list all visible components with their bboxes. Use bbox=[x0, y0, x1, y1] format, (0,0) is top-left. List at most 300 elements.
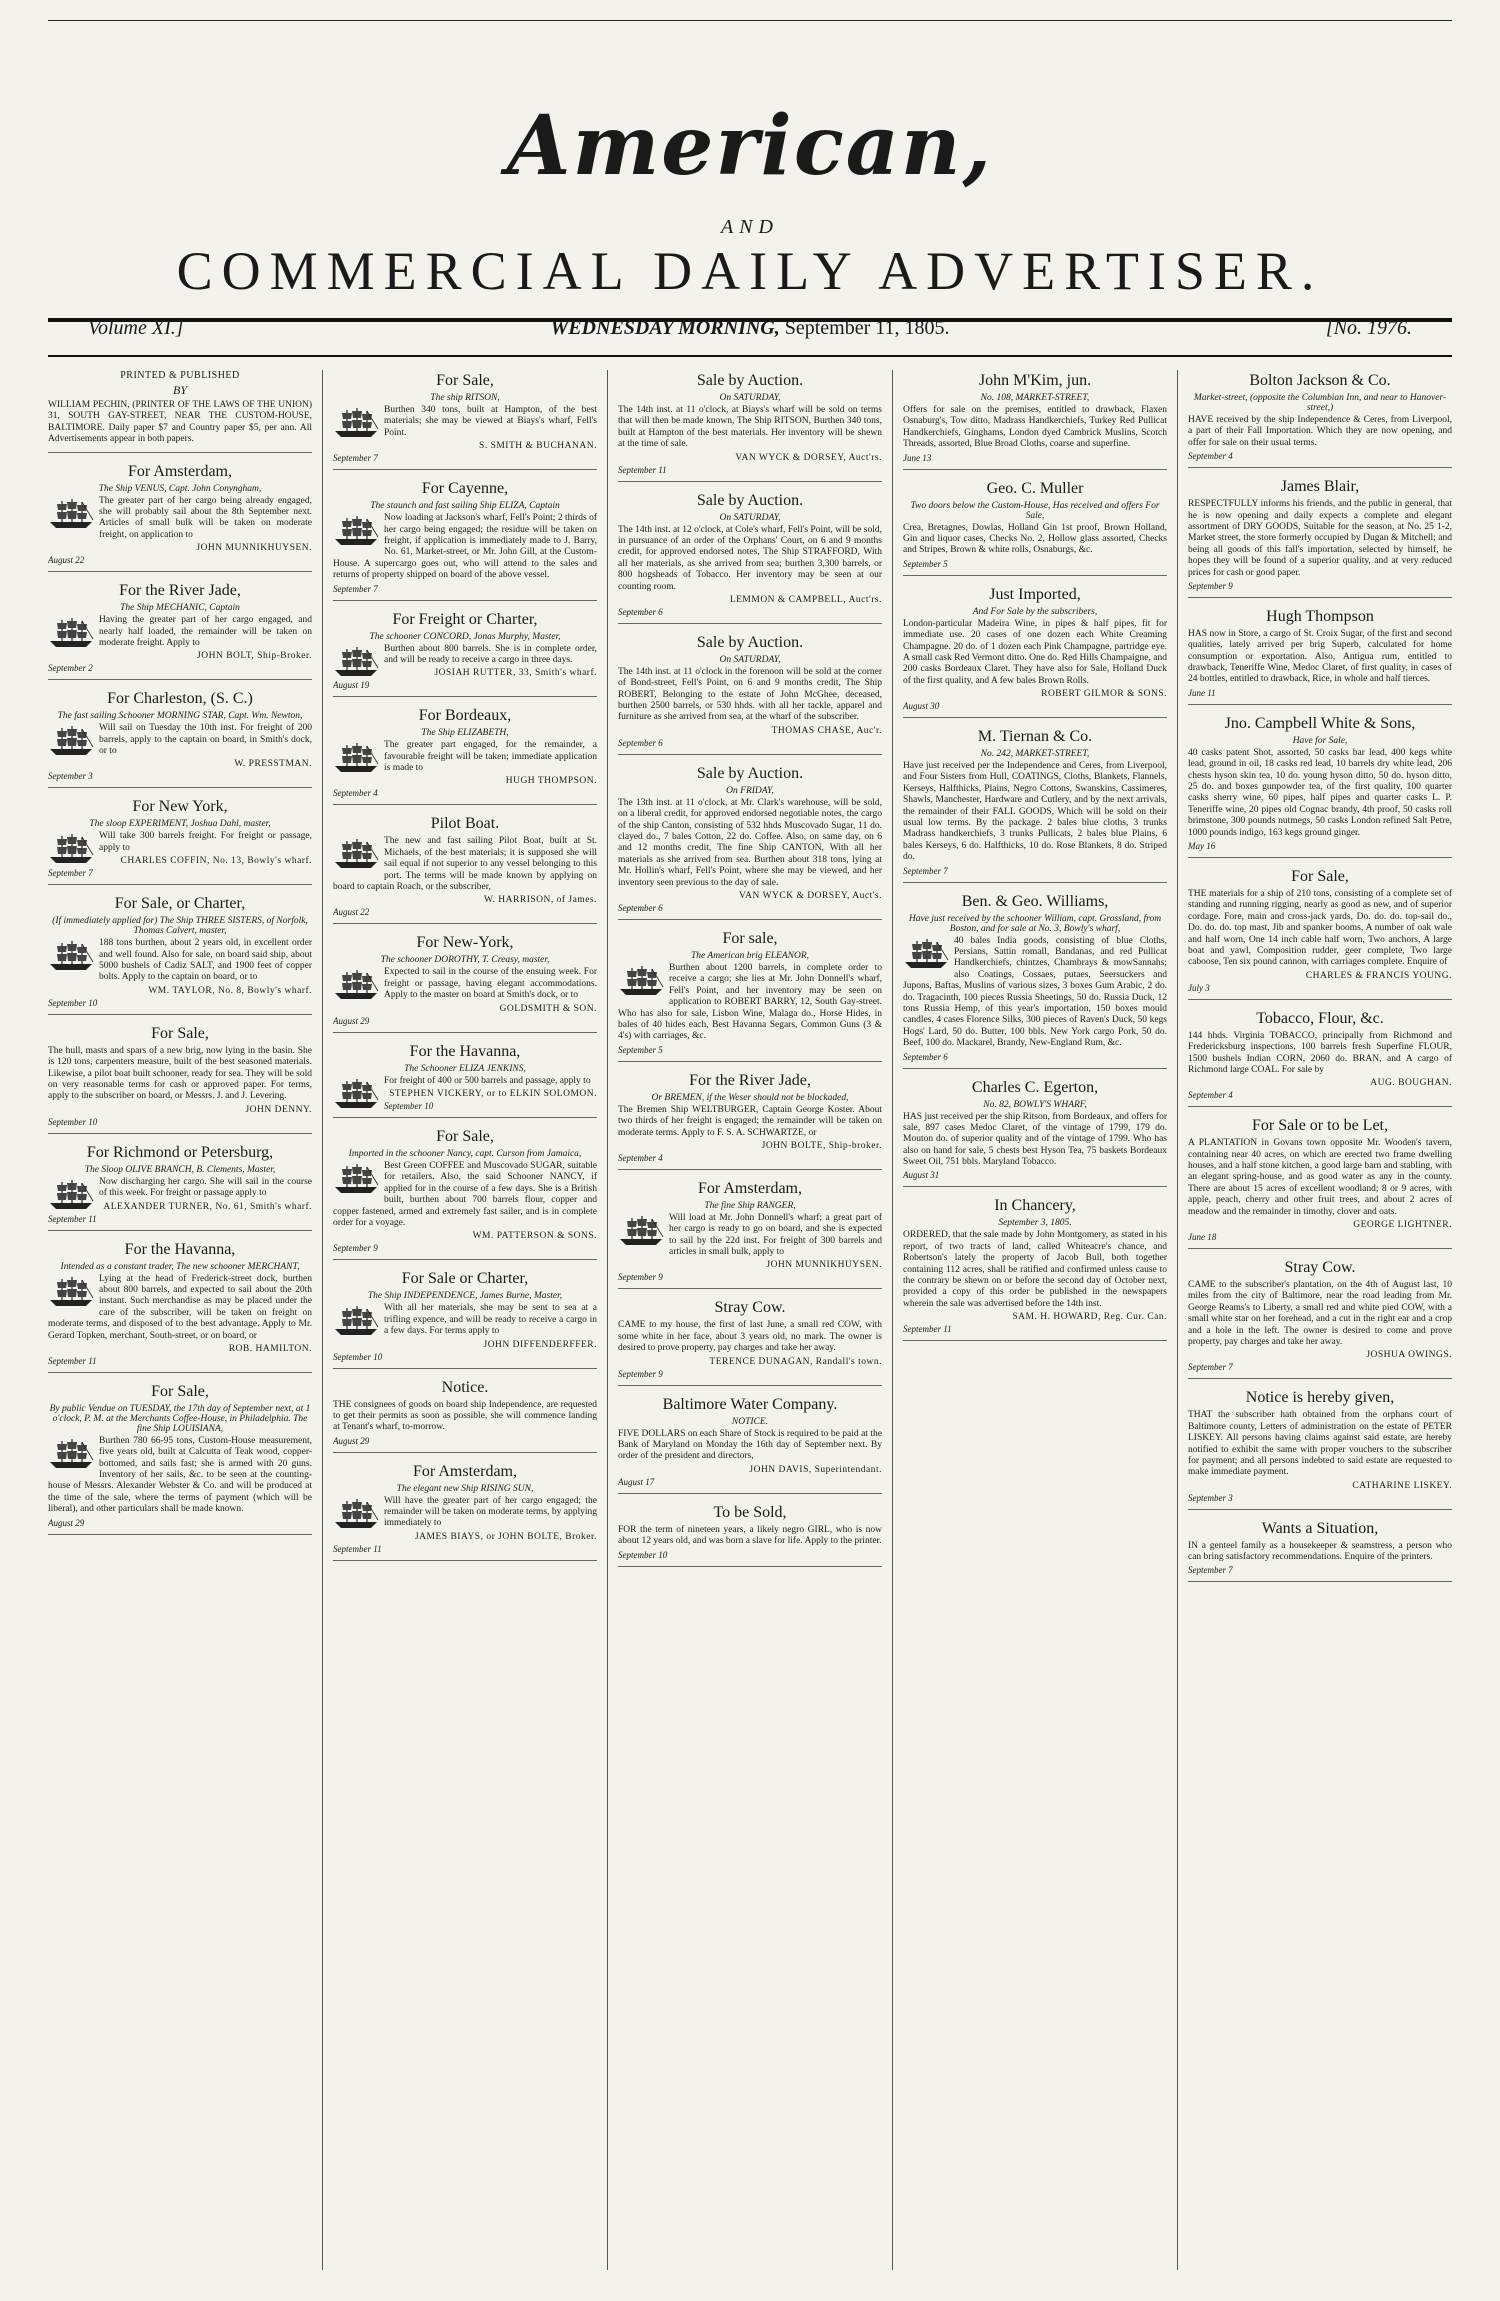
issue-day: WEDNESDAY MORNING, bbox=[550, 317, 780, 339]
ad-date: August 22 bbox=[333, 907, 370, 918]
ad-body: Now loading at Jackson's wharf, Fell's Point; 2 thirds of her cargo being engaged; the residue will be taken on freight, if application is immediately made to J. Barry, No. 61, Market-street, or Mr. John Gill, at the Custom-House. A supercargo goes out, who will attend to the sales and returns of property shipped on board of the above vessel. bbox=[333, 513, 597, 581]
ad-date: September 10 bbox=[618, 1549, 668, 1560]
advertisement bbox=[48, 798, 312, 885]
advertisement bbox=[333, 1463, 597, 1561]
ad-body: Will take 300 barrels freight. For freight or passage, apply to bbox=[99, 831, 312, 853]
dateline-rule bbox=[48, 355, 1452, 357]
ad-body: A PLANTATION in Govans town opposite Mr. Wooden's tavern, containing near 40 acres, on which are erected two frame dwelling houses, and a half stone kitchen, a good large barn and stabling, with an elegant spring-house, and as good water as any in the county. There are about 15 acres of excellent woodland; 8 or 9 acres, with apple, peach, cherry and other fruit trees, and about 2 acres of meadow and the remainder in timothy, clover and oats. bbox=[1188, 1138, 1452, 1217]
advertisement bbox=[618, 765, 882, 920]
ad-heading: For Sale, bbox=[151, 1382, 209, 1400]
ad-date: September 9 bbox=[333, 1243, 378, 1254]
ad-signature: AUG. BOUGHAN. bbox=[1370, 1078, 1452, 1089]
ad-body: 188 tons burthen, about 2 years old, in excellent order and well found. Also for sale, on board said ship, about 5000 bushels of Cadiz SALT, and 1900 feet of copper bolts. Apply to the captain on board, or to bbox=[99, 938, 312, 983]
masthead-title: American, bbox=[506, 98, 994, 194]
ad-body: Have just received per the Independence and Ceres, from Liverpool, and Four Sisters from Hull, COATINGS, Cloths, Blankets, Flannels, Kerseys, Halfthicks, Plains, Negro Cottons, Swanskins, Cassimeres, Shawls, Manchester, Hardware and Cutlery, and by the next arrivals, the remainder of their FALL GOODS, Which will be sold on their usual low terms. By the package. 2 bales blue cloths, 3 trunks Madrass handkerchiefs, 3 trunks Pullicats, 2 bales blue Plains, 6 bales Kerseys, 6 do. Halfthicks, 10 do. Rose Blankets, 8 do. Striped do. bbox=[903, 761, 1167, 863]
advertisement bbox=[333, 707, 597, 805]
advertisement bbox=[1188, 1010, 1452, 1108]
ad-subheading: NOTICE. bbox=[731, 1416, 769, 1427]
ad-signature: JOHN BOLTE, Ship-broker. bbox=[761, 1140, 882, 1151]
ad-heading: Hugh Thompson bbox=[1266, 607, 1374, 625]
ad-body: Expected to sail in the course of the ensuing week. For freight or passage, having elegant accommodations. Apply to the master on board at Smith's dock, or to bbox=[384, 967, 597, 1001]
ad-body: Best Green COFFEE and Muscovado SUGAR, suitable for retailers. Also, the said Schooner NANCY, if applied for in the course of a few days. She is a British built, burthen about 700 barrels flour, copper and copper fastened, armed and extremely fast sailer, and is in complete order for a voyage. bbox=[333, 1160, 597, 1228]
ad-subheading: On SATURDAY, bbox=[719, 654, 781, 665]
ad-date: September 3 bbox=[48, 771, 93, 782]
advertisement bbox=[618, 372, 882, 482]
ad-date: September 4 bbox=[333, 788, 378, 799]
column-separator bbox=[1177, 370, 1178, 2270]
ad-subheading: Two doors below the Custom-House, Has received and offers For Sale, bbox=[910, 500, 1160, 521]
ad-date: August 31 bbox=[903, 1170, 940, 1181]
ad-date: September 9 bbox=[618, 1368, 663, 1379]
ad-subheading: The schooner CONCORD, Jonas Murphy, Master, bbox=[369, 631, 561, 642]
ad-date: September 4 bbox=[1188, 1090, 1233, 1101]
advertisement bbox=[333, 1128, 597, 1260]
ad-subheading: The fine Ship RANGER, bbox=[704, 1200, 796, 1211]
ad-date: September 10 bbox=[384, 1100, 434, 1111]
ad-subheading: The Ship INDEPENDENCE, James Burne, Master, bbox=[367, 1291, 563, 1302]
ad-date: September 6 bbox=[903, 1051, 948, 1062]
ship-icon bbox=[48, 1276, 94, 1308]
ad-signature: ROBERT GILMOR & SONS. bbox=[1041, 689, 1167, 700]
ad-subheading: Market-street, (opposite the Columbian Inn, and near to Hanover-street,) bbox=[1193, 393, 1447, 413]
ad-heading: Geo. C. Muller bbox=[986, 479, 1084, 497]
ad-date: September 7 bbox=[903, 865, 948, 876]
ad-heading: John M'Kim, jun. bbox=[978, 372, 1092, 389]
columns bbox=[48, 370, 1452, 2270]
ad-date: September 5 bbox=[903, 558, 948, 569]
ad-body: ORDERED, that the sale made by John Montgomery, as stated in his report, of two tracts of land, called Whiteacre's chance, and Robertson's lately the property of Jacob Bull, both together containing 112 acres, shall be ratified and confirmed unless cause to the contrary be shewn on or before the second day of October next, provided a copy of this order be published in the newspapers wherein the sale was advertised before the 14th inst. bbox=[903, 1230, 1167, 1309]
ad-heading: For Sale or to be Let, bbox=[1252, 1117, 1388, 1135]
advertisement bbox=[1188, 1520, 1452, 1583]
ad-body: HAS now in Store, a cargo of St. Croix Sugar, of the first and second qualities, lately arrived per brig Superb, calculated for home consumption or exportation. Also, Antigua rum, entitled to drawback, Teneriffe Wine, Medoc Claret, of first quality, in cases of 24 bottles, entitled to drawback, Rice, in whole and half tierces. bbox=[1188, 628, 1452, 685]
ad-body: FIVE DOLLARS on each Share of Stock is required to be paid at the Bank of Maryland on Monday the 16th day of September next. By order of the president and directors, bbox=[618, 1428, 882, 1462]
ad-heading: Sale by Auction. bbox=[696, 491, 804, 509]
ship-icon bbox=[333, 515, 379, 547]
ad-body: THE materials for a ship of 210 tons, consisting of a complete set of standing and running rigging, nearly as good as new, and of superior cordage. Fore, main and cross-jack yards, Do. do. do. top-sail do., Do. do. do. top mast, Jib and spanker booms, A number of oak wale and half worn, One 14 inch cable half worn, Two anchors, A large boat and yawl, Composition rudder, geer complete, Two large caboose, Ten six pound cannon, with carriages complete. Enquire of bbox=[1188, 888, 1452, 968]
ad-body: Will load at Mr. John Donnell's wharf; a great part of her cargo is ready to go on board, and she is expected to sail by the 22d inst. For freight of 300 barrels and articles in small bulk, apply to bbox=[669, 1212, 882, 1258]
ad-signature: S. SMITH & BUCHANAN. bbox=[479, 441, 597, 452]
ad-date: September 11 bbox=[48, 1355, 97, 1366]
ship-icon bbox=[333, 1078, 379, 1110]
ad-signature: TERENCE DUNAGAN, Randall's town. bbox=[709, 1356, 882, 1367]
advertisement bbox=[333, 1270, 597, 1368]
advertisement bbox=[618, 492, 882, 624]
advertisement bbox=[333, 934, 597, 1032]
ad-subheading: On FRIDAY, bbox=[726, 785, 774, 796]
ship-icon bbox=[333, 742, 379, 774]
ad-date: May 16 bbox=[1188, 840, 1216, 851]
ad-date: September 7 bbox=[333, 583, 378, 594]
advertisement bbox=[903, 372, 1167, 470]
advertisement bbox=[1188, 478, 1452, 598]
ad-date: September 11 bbox=[903, 1324, 952, 1335]
ad-signature: THOMAS CHASE, Auc'r. bbox=[771, 725, 882, 736]
advertisement bbox=[1188, 715, 1452, 858]
ad-heading: Wants a Situation, bbox=[1261, 1519, 1379, 1537]
ad-body: The greater part of her cargo being already engaged, she will probably sail about the 8th September next. Articles of small bulk will be taken on moderate freight, on application to bbox=[99, 495, 312, 540]
ad-date: June 18 bbox=[1188, 1232, 1217, 1243]
ad-heading: For Freight or Charter, bbox=[392, 610, 538, 628]
ad-body: Will have the greater part of her cargo engaged; the remainder will be taken on moderate terms, by applying immediately to bbox=[384, 1495, 597, 1529]
advertisement bbox=[48, 690, 312, 788]
ad-subheading: Or BREMEN, if the Weser should not be blockaded, bbox=[651, 1092, 849, 1103]
ad-signature: JAMES BIAYS, or JOHN BOLTE, Broker. bbox=[414, 1531, 597, 1542]
ad-body: Offers for sale on the premises, entitled to drawback, Flaxen Osnaburg's, Tow ditto, Madrass Handkerchiefs, Turkey Red Pullicat Handkerchiefs, Ginghams, London dyed Cambrick Muslins, Scotch Threads, assorted, Blue Broad Cloths, coarse and superfine. bbox=[903, 405, 1167, 450]
ad-signature: LEMMON & CAMPBELL, Auct'rs. bbox=[729, 594, 882, 605]
ad-heading: Notice. bbox=[441, 1378, 489, 1396]
ad-heading: Jno. Campbell White & Sons, bbox=[1224, 714, 1416, 732]
ship-icon bbox=[618, 1215, 664, 1247]
column-5 bbox=[1188, 370, 1452, 2270]
volume-label: Volume XI.] bbox=[88, 317, 184, 339]
advertisement bbox=[618, 1072, 882, 1170]
ad-signature: WM. TAYLOR, No. 8, Bowly's wharf. bbox=[148, 985, 312, 996]
ad-date: June 13 bbox=[903, 452, 932, 463]
ad-subheading: The schooner DOROTHY, T. Creasy, master, bbox=[380, 955, 550, 966]
ad-date: September 6 bbox=[618, 606, 663, 617]
ship-icon bbox=[48, 833, 94, 865]
advertisement bbox=[618, 1396, 882, 1494]
ad-date: September 7 bbox=[1188, 1362, 1233, 1373]
ship-icon bbox=[333, 407, 379, 439]
ship-icon bbox=[333, 969, 379, 1001]
ad-heading: For Sale or Charter, bbox=[401, 1270, 529, 1288]
advertisement bbox=[48, 1383, 312, 1535]
advertisement bbox=[48, 1025, 312, 1134]
ad-body: CAME to the subscriber's plantation, on the 4th of August last, 10 miles from the city of Baltimore, near the road leading from Mr. George Reams's to Liberty, a small red and white pied COW, with a small white star on her forehead, and a cut in the right ear and a crop and a hole in the left. The owner is desired to come and prove property, pay charges and take her away. bbox=[1188, 1280, 1452, 1347]
ad-heading: For Sale, bbox=[436, 372, 494, 389]
column-3 bbox=[618, 370, 882, 2270]
ad-subheading: The American brig ELEANOR, bbox=[690, 950, 810, 961]
ad-subheading: Have for Sale, bbox=[1292, 735, 1348, 746]
ad-heading: PRINTED & PUBLISHED bbox=[120, 370, 240, 381]
advertisement bbox=[333, 372, 597, 470]
ad-body: Lying at the head of Frederick-street dock, burthen about 800 barrels, and expected to sail about the 20th instant. Such merchandise as may be placed under the care of the subscriber, will be taken on freight on moderate terms, and disposed of to the best advantage. Apply to Mr. Gerard Topken, merchant, South-street, or on board, or bbox=[48, 1273, 312, 1341]
ad-heading: For the River Jade, bbox=[119, 582, 241, 600]
advertisement bbox=[333, 815, 597, 924]
ad-date: September 3 bbox=[1188, 1492, 1233, 1503]
advertisement bbox=[48, 463, 312, 573]
ad-heading: Sale by Auction. bbox=[696, 372, 804, 389]
ad-body: The greater part engaged, for the remainder, a favourable freight will be taken; immediate application is made to bbox=[384, 740, 597, 774]
column-separator bbox=[607, 370, 608, 2270]
ad-signature: WM. PATTERSON & SONS. bbox=[472, 1231, 597, 1242]
ad-date: September 10 bbox=[333, 1351, 383, 1362]
ad-body: IN a genteel family as a housekeeper & seamstress, a person who can bring satisfactory recommendations. Enquire of the printers. bbox=[1188, 1540, 1452, 1563]
ad-heading: For Cayenne, bbox=[421, 480, 509, 498]
ad-subheading: The fast sailing Schooner MORNING STAR, Capt. Wm. Newton, bbox=[57, 711, 303, 722]
ad-heading: Baltimore Water Company. bbox=[662, 1395, 838, 1413]
ad-heading: For Amsterdam, bbox=[128, 462, 232, 480]
ad-signature: JOHN MUNNIKHUYSEN. bbox=[766, 1260, 882, 1271]
ad-signature: GOLDSMITH & SON. bbox=[499, 1003, 597, 1014]
advertisement bbox=[618, 634, 882, 755]
ad-date: September 10 bbox=[48, 1116, 98, 1127]
advertisement bbox=[1188, 1389, 1452, 1509]
ad-heading: For sale, bbox=[722, 929, 778, 947]
issue-date bbox=[48, 317, 1452, 340]
ad-heading: For the River Jade, bbox=[689, 1071, 811, 1089]
ad-heading: Tobacco, Flour, &c. bbox=[1256, 1009, 1384, 1027]
ad-signature: VAN WYCK & DORSEY, Auct's. bbox=[739, 890, 882, 901]
ad-body: The 13th inst. at 11 o'clock, at Mr. Clark's warehouse, will be sold, on a liberal credit, for approved endorsed negotiable notes, the cargo of the ship Canton, consisting of 532 hhds Muscovado Sugar, 11 do. clayed do., 7 bales Cotton, 22 do. Coffee. Also, on same day, on 6 and 12 months credit, The fine Ship CANTON, With all her materials as she arrived from sea. Burthen about 318 tons, lying at Mr. Hollin's wharf, Fell's Point, where she may be viewed, and her inventory seen previous to the day of sale. bbox=[618, 797, 882, 888]
ad-signature: ROB. HAMILTON. bbox=[228, 1343, 312, 1354]
ad-body: London-particular Madeira Wine, in pipes & half pipes, fit for immediate use. 20 cases of one dozen each White Creaming Champagne. 20 do. of 1 dozen each Pink Champagne, partridge eye. A small cask Red Vermont ditto. One do. Red Hills Champaigne, and 200 casks Bordeaux Claret. They have also for Sale, Holland Duck of the first quality, and A few bales Brown Rolls. bbox=[903, 618, 1167, 686]
advertisement bbox=[48, 1241, 312, 1373]
ad-body: The Bremen Ship WELTBURGER, Captain George Koster. About two thirds of her freight is engaged; the remainder will be taken on moderate terms. Apply to F. S. A. SCHWARTZE, or bbox=[618, 1104, 882, 1138]
masthead-and: AND bbox=[721, 216, 779, 238]
ad-subheading: No. 242, MARKET-STREET, bbox=[980, 749, 1090, 760]
ad-signature: W. PRESSTMAN. bbox=[234, 759, 312, 770]
ship-icon bbox=[48, 498, 94, 530]
ad-subheading: The elegant new Ship RISING SUN, bbox=[396, 1483, 534, 1494]
advertisement bbox=[48, 895, 312, 1015]
ad-signature: CATHARINE LISKEY. bbox=[1352, 1480, 1452, 1491]
ad-date: September 6 bbox=[618, 737, 663, 748]
ad-date: September 6 bbox=[618, 902, 663, 913]
ad-signature: JOHN BOLT, Ship-Broker. bbox=[197, 651, 312, 662]
ad-body: The 14th inst. at 12 o'clock, at Cole's wharf, Fell's Point, will be sold, in pursuance of an order of the Orphans' Court, on 6 and 9 months credit, for approved endorsed notes, The Ship STRAFFORD, With all her materials, as she arrived from sea; burthen 3,300 barrels, or 800 hogsheads of Tobacco. Her inventory may be seen at our counting room. bbox=[618, 524, 882, 592]
ad-body: THAT the subscriber hath obtained from the orphans court of Baltimore county, Letters of administration on the estate of PETER LISKEY. All persons having claims against said estate, are hereby notified to exhibit the same with proper vouchers to the subscriber for payment; and all persons indebted to said estate are requested to make immediate payment. bbox=[1188, 1410, 1452, 1478]
ship-icon bbox=[48, 725, 94, 757]
ad-signature: CHARLES COFFIN, No. 13, Bowly's wharf. bbox=[120, 856, 312, 867]
ad-heading: In Chancery, bbox=[994, 1197, 1076, 1215]
ad-body: The 14th inst. at 11 o'clock in the forenoon will be sold at the corner of Bond-street, Fell's Point, on 6 and 9 months credit, The Ship ROBERT, Belonging to the estate of John McGhee, deceased, burthen 2500 barrels, or 530 hhds. with all her tackle, apparel and furniture as she arrived from sea, at the wharf of the subscriber. bbox=[618, 666, 882, 723]
ad-heading: Bolton Jackson & Co. bbox=[1249, 372, 1391, 389]
column-4 bbox=[903, 370, 1167, 2270]
ad-heading: For Charleston, (S. C.) bbox=[107, 690, 253, 708]
ad-date: August 29 bbox=[48, 1517, 85, 1528]
ad-body: Now discharging her cargo. She will sail in the course of this week. For freight or passage apply to bbox=[99, 1176, 312, 1199]
ad-body: Burthen 340 tons, built at Hampton, of the best materials; she may be viewed at Biays's wharf, Fell's Point. bbox=[384, 405, 597, 438]
ad-date: July 3 bbox=[1188, 982, 1210, 993]
ad-subheading: BY bbox=[172, 383, 187, 397]
ad-signature: JOSHUA OWINGS. bbox=[1366, 1350, 1452, 1361]
ship-icon bbox=[48, 1179, 94, 1211]
ad-date: September 9 bbox=[1188, 580, 1233, 591]
ad-signature: GEORGE LIGHTNER. bbox=[1353, 1220, 1452, 1231]
ad-body: WILLIAM PECHIN, (PRINTER OF THE LAWS OF THE UNION) 31, SOUTH GAY-STREET, NEAR THE CUSTOM-HOUSE, BALTIMORE. Daily paper $7 and Country paper $5, per ann. All Advertisements appear in both papers. bbox=[48, 400, 312, 445]
ad-subheading: On SATURDAY, bbox=[719, 393, 781, 403]
masthead bbox=[48, 20, 1452, 300]
ad-date: September 7 bbox=[333, 453, 378, 464]
ad-heading: For Amsterdam, bbox=[698, 1179, 802, 1197]
advertisement bbox=[903, 728, 1167, 883]
advertisement bbox=[618, 1180, 882, 1290]
ad-body: The 14th inst. at 11 o'clock, at Biays's wharf will be sold on terms that will then be made known, The Ship RITSON, Burthen 340 tons, built at Hampton of the best materials. Her inventory will be shewn at the time of sale. bbox=[618, 405, 882, 450]
issue-date-text: September 11, 1805. bbox=[784, 317, 950, 339]
ad-body: Burthen 780 66-95 tons, Custom-House measurement, five years old, built at Calcutta of Teak wood, copper-bottomed, and sails fast; she is armed with 20 guns. Inventory of her sails, &c. to be seen at the counting-house of Messrs. Alexander Webster & Co. and will be produced at the time of the sale, where the terms of payment (which will be liberal), and other particulars shall be made known. bbox=[48, 1435, 312, 1515]
ad-body: THE consignees of goods on board ship Independence, are requested to get their permits as soon as possible, she will commence landing at Tenant's wharf, to-morrow. bbox=[333, 1399, 597, 1433]
ad-signature: JOSIAH RUTTER, 33, Smith's wharf. bbox=[434, 668, 597, 679]
ad-heading: For Sale, bbox=[1291, 867, 1349, 885]
ad-date: August 17 bbox=[618, 1476, 655, 1487]
ad-subheading: No. 108, MARKET-STREET, bbox=[980, 393, 1090, 403]
ad-date: August 29 bbox=[333, 1015, 370, 1026]
ad-date: September 11 bbox=[48, 1213, 97, 1224]
ad-signature: JOHN MUNNIKHUYSEN. bbox=[196, 543, 312, 554]
advertisement bbox=[333, 1379, 597, 1453]
ad-date: September 7 bbox=[48, 868, 93, 879]
ad-heading: James Blair, bbox=[1280, 478, 1360, 496]
ad-heading: Charles C. Egerton, bbox=[971, 1078, 1099, 1096]
ad-subheading: The sloop EXPERIMENT, Joshua Dahl, master, bbox=[89, 819, 271, 830]
ad-subheading: (If immediately applied for) The Ship THREE SISTERS, of Norfolk, Thomas Calvert, master, bbox=[52, 916, 308, 937]
ad-heading: For the Havanna, bbox=[409, 1042, 521, 1060]
ad-body: The new and fast sailing Pilot Boat, built at St. Michaels, of the best materials; it is supposed she will sail equal if not superior to any vessel belonging to this port. The terms will be made known by applying on board to captain Roach, or the subscriber, bbox=[333, 836, 597, 893]
advertisement bbox=[48, 582, 312, 680]
ad-date: September 9 bbox=[618, 1272, 663, 1283]
ad-heading: For New-York, bbox=[416, 934, 514, 952]
ad-heading: For the Havanna, bbox=[124, 1240, 236, 1258]
ad-signature: W. HARRISON, of James. bbox=[483, 895, 597, 906]
ad-heading: For Richmond or Petersburg, bbox=[86, 1143, 274, 1161]
ad-signature: STEPHEN VICKERY, or to ELKIN SOLOMON. bbox=[389, 1088, 597, 1099]
ad-date: September 4 bbox=[618, 1152, 663, 1163]
ship-icon bbox=[333, 1163, 379, 1195]
advertisement bbox=[1188, 868, 1452, 1000]
advertisement bbox=[333, 1043, 597, 1118]
ad-heading: Stray Cow. bbox=[714, 1299, 786, 1317]
advertisement bbox=[1188, 608, 1452, 705]
ad-date: September 10 bbox=[48, 997, 98, 1008]
ad-date: September 5 bbox=[618, 1044, 663, 1055]
ad-subheading: The staunch and fast sailing Ship ELIZA, Captain bbox=[370, 501, 560, 512]
column-separator bbox=[892, 370, 893, 2270]
ad-subheading: No. 82, BOWLY'S WHARF, bbox=[983, 1099, 1087, 1110]
ad-heading: For Sale, bbox=[436, 1127, 494, 1145]
ship-icon bbox=[333, 1498, 379, 1530]
ad-subheading: On SATURDAY, bbox=[719, 512, 781, 523]
advertisement bbox=[903, 1197, 1167, 1341]
ad-signature: SAM. H. HOWARD, Reg. Cur. Can. bbox=[1012, 1312, 1167, 1323]
ad-body: HAS just received per the ship Ritson, from Bordeaux, and offers for sale, 897 cases Medoc Claret, of the vintage of 1799, 179 do. Mouton do. of superior quality and of the vintage of 1799. Who has also on hand for sale, 5 chests best Hyson Tea, 75 baskets Bordeaux Sweet Oil, 751 bbls. Maryland Tobacco. bbox=[903, 1111, 1167, 1168]
column-1 bbox=[48, 370, 312, 2270]
column-2 bbox=[333, 370, 597, 2270]
ship-icon bbox=[333, 838, 379, 870]
ad-body: Crea, Bretagnes, Dowlas, Holland Gin 1st proof, Brown Holland, Gin and liquor cases, Checks No. 2, Hollow glass assorted, Checks and Stripes, Brown & white rolls, Osnaburgs, &c. bbox=[903, 522, 1167, 556]
ad-date: September 11 bbox=[618, 464, 667, 475]
ad-heading: For Sale, or Charter, bbox=[114, 895, 246, 913]
top-rule bbox=[48, 20, 1452, 21]
ad-subheading: The Sloop OLIVE BRANCH, B. Clements, Master, bbox=[84, 1164, 276, 1175]
ad-signature: JOHN DAVIS, Superintendant. bbox=[749, 1464, 882, 1475]
ship-icon bbox=[48, 1438, 94, 1470]
ad-body: FOR the term of nineteen years, a likely negro GIRL, who is now about 12 years old, and was born a slave for life. Apply to the printer. bbox=[618, 1524, 882, 1547]
ad-signature: JOHN DENNY. bbox=[245, 1104, 312, 1115]
ad-body: For freight of 400 or 500 barrels and passage, apply to bbox=[384, 1075, 591, 1086]
ad-subheading: The Ship MECHANIC, Captain bbox=[120, 603, 240, 614]
ad-body: Will sail on Tuesday the 10th inst. For freight of 200 barrels, apply to the captain on board, in Smith's dock, or to bbox=[99, 723, 312, 757]
masthead-subtitle: COMMERCIAL DAILY ADVERTISER. bbox=[176, 241, 1324, 301]
advertisement bbox=[1188, 372, 1452, 468]
ad-date: September 4 bbox=[1188, 451, 1233, 462]
ad-heading: To be Sold, bbox=[713, 1503, 787, 1521]
ship-icon bbox=[903, 938, 949, 970]
ad-signature: CHARLES & FRANCIS YOUNG. bbox=[1305, 970, 1452, 981]
advertisement bbox=[903, 586, 1167, 718]
ad-signature: VAN WYCK & DORSEY, Auct'rs. bbox=[735, 452, 882, 463]
advertisement bbox=[903, 1079, 1167, 1188]
ship-icon bbox=[48, 617, 94, 649]
ad-body: 40 bales India goods, consisting of blue Cloths, Persians, Sattin romall, Bandanas, and red Pullicat Handkerchiefs, chintzes, Chambrays & mowSannahs; also Coatings, Cossaes, putaes, Seersuckers and Jupons, Baftas, Muslins of various sizes, 3 boxes Gum Arabic, 2 do. do. Tragacinth, 100 pieces Russia Sheetings, 50 do. Russia Duck, 12 tons Russia Hemp, of this year's importation, 150 boxes mould candles, 4 cases Florence Silks, 300 pieces of Raven's Duck, 50 kegs Hogs' Lard, 50 do. Butter, 100 bbls. New York cargo Pork, 50 do. Beef, 100 do. Mackarel, Brandy, New-England Rum, &c. bbox=[903, 935, 1167, 1049]
ad-heading: Pilot Boat. bbox=[430, 815, 500, 833]
ad-body: Having the greater part of her cargo engaged, and nearly half loaded, the remainder will be taken on moderate freight. Apply to bbox=[99, 615, 312, 648]
ad-heading: Sale by Auction. bbox=[696, 633, 804, 651]
ad-body: Burthen about 800 barrels. She is in complete order, and will be ready to receive a cargo in three days. bbox=[384, 643, 597, 665]
advertisement bbox=[48, 370, 312, 453]
ad-signature: JOHN DIFFENDERFFER. bbox=[483, 1339, 597, 1350]
advertisement bbox=[1188, 1259, 1452, 1379]
ad-heading: M. Tiernan & Co. bbox=[977, 728, 1093, 746]
ad-subheading: By public Vendue on TUESDAY, the 17th day of September next, at 1 o'clock, P. M. at the Merchants Coffee-House, in Philadelphia. The fine Ship LOUISIANA, bbox=[49, 1403, 311, 1434]
ad-date: August 22 bbox=[48, 555, 85, 566]
ad-subheading: And For Sale by the subscribers, bbox=[972, 606, 1098, 617]
ad-body: HAVE received by the ship Independence & Ceres, from Liverpool, a part of their Fall Importation. Which they are now opening, and offer for sale on their usual terms. bbox=[1188, 415, 1452, 448]
ad-body: RESPECTFULLY informs his friends, and the public in general, that he is now opening and daily expects a complete and elegant assortment of DRY GOODS, Suitable for the season, at No. 25 1-2, Market street, the store formerly occupied by Dugan & Mitchell; and being all goods of this fall's importation, selected by himself, he hopes they will be found of a superior quality, and at very reduced prices for cash or good paper. bbox=[1188, 499, 1452, 578]
ad-signature: ALEXANDER TURNER, No. 61, Smith's wharf. bbox=[103, 1201, 312, 1212]
advertisement bbox=[48, 1144, 312, 1231]
ship-icon bbox=[333, 646, 379, 678]
ad-body: 144 hhds. Virginia TOBACCO, principally from Richmond and Fredericksburg inspections, 100 barrels fresh Superfine FLOUR, 1500 bushels Indian CORN, 2060 do. BRAN, and A cargo of Richmond large COAL. For sale by bbox=[1188, 1030, 1452, 1075]
ad-date: August 30 bbox=[903, 701, 940, 712]
ad-date: June 11 bbox=[1188, 687, 1216, 698]
advertisement bbox=[618, 1299, 882, 1385]
ad-heading: For New York, bbox=[132, 798, 228, 816]
advertisement bbox=[333, 480, 597, 600]
advertisement bbox=[333, 611, 597, 698]
ad-subheading: Imported in the schooner Nancy, capt. Curson from Jamaica, bbox=[348, 1148, 582, 1159]
ad-heading: Ben. & Geo. Williams, bbox=[961, 892, 1109, 910]
ad-heading: For Sale, bbox=[151, 1024, 209, 1042]
ad-signature: HUGH THOMPSON. bbox=[505, 776, 597, 787]
ad-subheading: Intended as a constant trader, The new schooner MERCHANT, bbox=[60, 1261, 300, 1272]
dateline bbox=[48, 305, 1452, 353]
ad-date: August 29 bbox=[333, 1435, 370, 1446]
ad-heading: Stray Cow. bbox=[1284, 1259, 1356, 1277]
ad-subheading: Have just received by the schooner William, capt. Grossland, from Boston, and for sale at No. 3, Bowly's wharf, bbox=[908, 913, 1162, 934]
issue-number: [No. 1976. bbox=[1325, 317, 1412, 339]
ad-heading: Sale by Auction. bbox=[696, 764, 804, 782]
ad-body: CAME to my house, the first of last June, a small red COW, with some white in her face, about 3 years old, no mark. The owner is desired to prove property, pay charges and take her away. bbox=[618, 1320, 882, 1354]
advertisement bbox=[1188, 1117, 1452, 1249]
ad-date: August 19 bbox=[333, 680, 370, 691]
ship-icon bbox=[618, 965, 664, 997]
advertisement bbox=[618, 1504, 882, 1567]
advertisement bbox=[903, 893, 1167, 1069]
ad-body: Burthen about 1200 barrels, in complete order to receive a cargo; she lies at Mr. John Donnell's wharf, Fell's Point, and her inventory may be seen on application to ROBERT BARRY, 12, South Gay-street. Who has also for sale, Lisbon Wine, Malaga do., Horse Hides, in bales of 40 hides each, Best Havanna Segars, Common Guns (3 & 4's) with carriages, &c. bbox=[618, 962, 882, 1042]
ad-heading: For Bordeaux, bbox=[418, 707, 512, 725]
advertisement bbox=[618, 930, 882, 1062]
ad-body: The hull, masts and spars of a new brig, now lying in the basin. She is 120 tons, carpenters measure, built of the best seasoned materials. Likewise, a pilot boat built schooner, ready for sea. They will be sold on very reasonable terms for cash or approved paper. For terms, apply to the subscriber on board, or Messrs. J. and J. Levering. bbox=[48, 1045, 312, 1102]
ad-subheading: The Schooner ELIZA JENKINS, bbox=[404, 1063, 526, 1074]
ad-heading: For Amsterdam, bbox=[413, 1462, 517, 1480]
advertisement bbox=[903, 480, 1167, 576]
ship-icon bbox=[333, 1305, 379, 1337]
ad-heading: Just Imported, bbox=[989, 585, 1081, 603]
ad-date: September 11 bbox=[333, 1543, 382, 1554]
ad-date: September 2 bbox=[48, 663, 93, 674]
ad-date: September 7 bbox=[1188, 1565, 1233, 1576]
ad-subheading: The ship RITSON, bbox=[430, 393, 500, 403]
ad-body: 40 casks patent Shot, assorted, 50 casks bar lead, 400 kegs white lead, ground in oil, 18 casks red lead, 10 barrels dry white lead, 206 chests hyson skin tea, 10 do. young hyson ditto, 50 do. hyson ditto, 25 do. and boxes gunpowder tea, of the first quality, 100 quarter casks sherry wine, 60 pipes, half pipes and quarter casks L. P. Teneriffe wine, 20 pipes old Cognac brandy, 4th proof, 50 casks roll brimstone, 300 pounds nutmegs, 50 casks London refined Salt Petre, 1000 pounds indigo, 163 kegs ground ginger. bbox=[1188, 747, 1452, 838]
ad-subheading: The Ship ELIZABETH, bbox=[421, 728, 509, 739]
column-separator bbox=[322, 370, 323, 2270]
ad-subheading: The Ship VENUS, Capt. John Conyngham, bbox=[98, 483, 262, 494]
ad-subheading: September 3, 1805. bbox=[998, 1218, 1072, 1229]
ad-heading: Notice is hereby given, bbox=[1245, 1389, 1395, 1407]
ship-icon bbox=[48, 940, 94, 972]
